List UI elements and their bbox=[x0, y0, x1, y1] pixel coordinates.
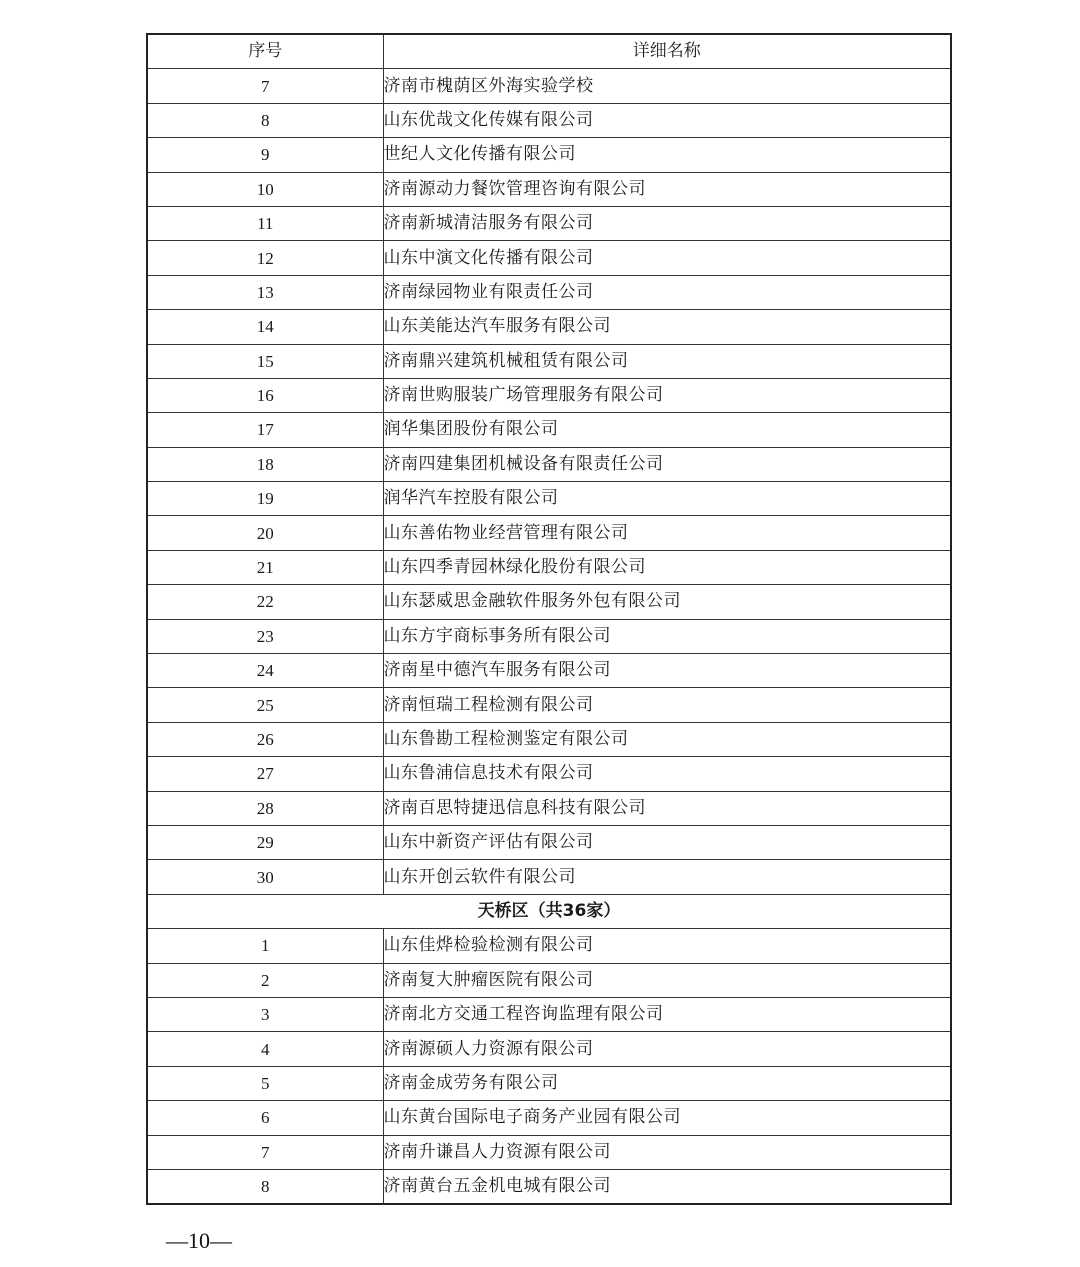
row-serial-number: 7 bbox=[147, 1135, 383, 1169]
row-serial-number: 24 bbox=[147, 654, 383, 688]
row-serial-number: 26 bbox=[147, 722, 383, 756]
row-serial-number: 17 bbox=[147, 413, 383, 447]
row-serial-number: 9 bbox=[147, 138, 383, 172]
table-row bbox=[147, 585, 951, 619]
row-serial-number: 28 bbox=[147, 791, 383, 825]
row-company-name: 山东中演文化传播有限公司 bbox=[383, 241, 951, 275]
row-serial-number: 19 bbox=[147, 482, 383, 516]
row-serial-number: 21 bbox=[147, 550, 383, 584]
table-row bbox=[147, 310, 951, 344]
row-company-name: 山东佳烨检验检测有限公司 bbox=[383, 929, 951, 963]
row-company-name: 济南源硕人力资源有限公司 bbox=[383, 1032, 951, 1066]
row-serial-number: 18 bbox=[147, 447, 383, 481]
table-row bbox=[147, 241, 951, 275]
row-company-name: 济南源动力餐饮管理咨询有限公司 bbox=[383, 172, 951, 206]
row-company-name: 济南绿园物业有限责任公司 bbox=[383, 275, 951, 309]
table-row bbox=[147, 860, 951, 894]
table-row bbox=[147, 516, 951, 550]
row-company-name: 济南北方交通工程咨询监理有限公司 bbox=[383, 997, 951, 1031]
row-serial-number: 22 bbox=[147, 585, 383, 619]
row-company-name: 济南升谦昌人力资源有限公司 bbox=[383, 1135, 951, 1169]
row-serial-number: 12 bbox=[147, 241, 383, 275]
row-serial-number: 30 bbox=[147, 860, 383, 894]
row-company-name: 山东鲁勘工程检测鉴定有限公司 bbox=[383, 722, 951, 756]
row-serial-number: 1 bbox=[147, 929, 383, 963]
row-serial-number: 15 bbox=[147, 344, 383, 378]
row-company-name: 济南复大肿瘤医院有限公司 bbox=[383, 963, 951, 997]
row-serial-number: 29 bbox=[147, 825, 383, 859]
row-serial-number: 8 bbox=[147, 1169, 383, 1204]
row-serial-number: 8 bbox=[147, 103, 383, 137]
table-row bbox=[147, 482, 951, 516]
table-row bbox=[147, 654, 951, 688]
row-serial-number: 27 bbox=[147, 757, 383, 791]
row-company-name: 润华汽车控股有限公司 bbox=[383, 482, 951, 516]
row-serial-number: 20 bbox=[147, 516, 383, 550]
table-row bbox=[147, 275, 951, 309]
table-row bbox=[147, 550, 951, 584]
section-header-row bbox=[147, 894, 951, 928]
row-serial-number: 16 bbox=[147, 378, 383, 412]
row-serial-number: 14 bbox=[147, 310, 383, 344]
row-company-name: 济南市槐荫区外海实验学校 bbox=[383, 69, 951, 103]
table-row bbox=[147, 825, 951, 859]
row-company-name: 山东善佑物业经营管理有限公司 bbox=[383, 516, 951, 550]
row-serial-number: 10 bbox=[147, 172, 383, 206]
row-company-name: 济南鼎兴建筑机械租赁有限公司 bbox=[383, 344, 951, 378]
table-row bbox=[147, 688, 951, 722]
row-company-name: 济南恒瑞工程检测有限公司 bbox=[383, 688, 951, 722]
table-row bbox=[147, 929, 951, 963]
table-row bbox=[147, 172, 951, 206]
row-company-name: 润华集团股份有限公司 bbox=[383, 413, 951, 447]
company-list-table bbox=[146, 33, 952, 1205]
row-serial-number: 23 bbox=[147, 619, 383, 653]
table-row bbox=[147, 1032, 951, 1066]
table-row bbox=[147, 69, 951, 103]
row-company-name: 山东四季青园林绿化股份有限公司 bbox=[383, 550, 951, 584]
row-serial-number: 5 bbox=[147, 1066, 383, 1100]
row-serial-number: 2 bbox=[147, 963, 383, 997]
row-company-name: 济南新城清洁服务有限公司 bbox=[383, 206, 951, 240]
row-company-name: 山东黄台国际电子商务产业园有限公司 bbox=[383, 1101, 951, 1135]
table-row bbox=[147, 138, 951, 172]
row-company-name: 济南金成劳务有限公司 bbox=[383, 1066, 951, 1100]
table-row bbox=[147, 1066, 951, 1100]
table-row bbox=[147, 722, 951, 756]
table-row bbox=[147, 997, 951, 1031]
row-company-name: 济南百思特捷迅信息科技有限公司 bbox=[383, 791, 951, 825]
table-row bbox=[147, 344, 951, 378]
row-serial-number: 3 bbox=[147, 997, 383, 1031]
section-row-group bbox=[147, 894, 951, 928]
row-company-name: 山东开创云软件有限公司 bbox=[383, 860, 951, 894]
row-company-name: 山东优哉文化传媒有限公司 bbox=[383, 103, 951, 137]
table-row bbox=[147, 103, 951, 137]
table-row bbox=[147, 413, 951, 447]
row-serial-number: 11 bbox=[147, 206, 383, 240]
row-company-name: 济南四建集团机械设备有限责任公司 bbox=[383, 447, 951, 481]
table-row bbox=[147, 378, 951, 412]
table-row bbox=[147, 1169, 951, 1204]
row-serial-number: 25 bbox=[147, 688, 383, 722]
section-title: 天桥区（共36家） bbox=[147, 894, 951, 928]
table-row bbox=[147, 963, 951, 997]
row-serial-number: 13 bbox=[147, 275, 383, 309]
table-row bbox=[147, 1135, 951, 1169]
row-company-name: 山东中新资产评估有限公司 bbox=[383, 825, 951, 859]
row-serial-number: 7 bbox=[147, 69, 383, 103]
table-body-part-2 bbox=[147, 929, 951, 1205]
row-company-name: 世纪人文化传播有限公司 bbox=[383, 138, 951, 172]
table-row bbox=[147, 447, 951, 481]
row-company-name: 济南星中德汽车服务有限公司 bbox=[383, 654, 951, 688]
page-number: —10— bbox=[166, 1228, 232, 1253]
table-row bbox=[147, 757, 951, 791]
row-serial-number: 6 bbox=[147, 1101, 383, 1135]
row-company-name: 山东美能达汽车服务有限公司 bbox=[383, 310, 951, 344]
row-serial-number: 4 bbox=[147, 1032, 383, 1066]
table-body-part-1 bbox=[147, 69, 951, 894]
header-serial-number: 序号 bbox=[147, 34, 383, 69]
table-row bbox=[147, 791, 951, 825]
row-company-name: 济南世购服装广场管理服务有限公司 bbox=[383, 378, 951, 412]
header-detailed-name: 详细名称 bbox=[383, 34, 951, 69]
row-company-name: 山东方宇商标事务所有限公司 bbox=[383, 619, 951, 653]
row-company-name: 济南黄台五金机电城有限公司 bbox=[383, 1169, 951, 1204]
table-row bbox=[147, 619, 951, 653]
table-row bbox=[147, 1101, 951, 1135]
table-row bbox=[147, 206, 951, 240]
row-company-name: 山东鲁浦信息技术有限公司 bbox=[383, 757, 951, 791]
table-header-row bbox=[147, 34, 951, 69]
row-company-name: 山东瑟威思金融软件服务外包有限公司 bbox=[383, 585, 951, 619]
